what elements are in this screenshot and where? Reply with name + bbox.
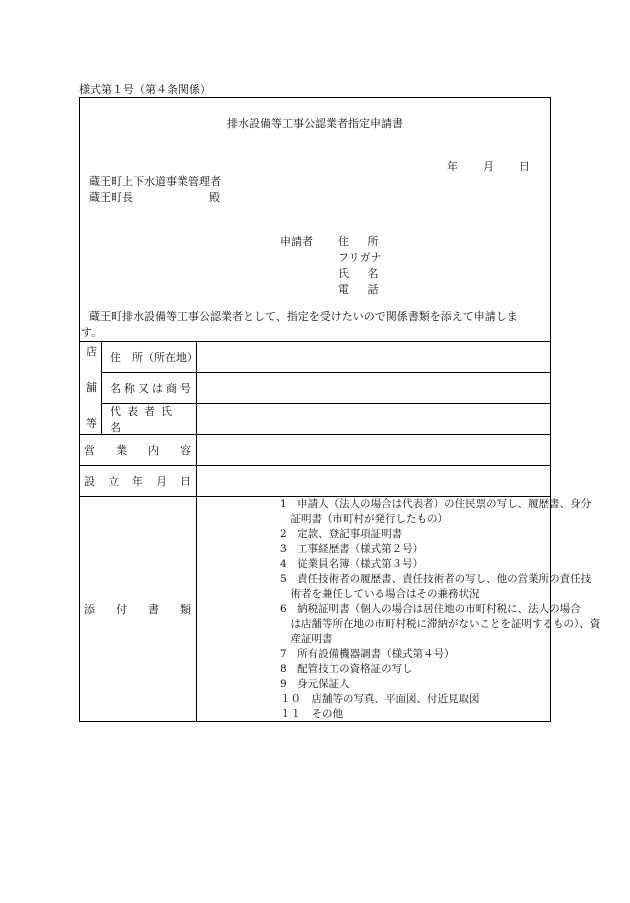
store-group-char-1: 店	[86, 345, 97, 358]
established-label	[84, 465, 191, 496]
applicant-name-char-2: 名	[367, 267, 379, 280]
attachment-item-5: 5 責任技術者の履歴書、責任技術者の写し、他の営業所の責任技	[280, 573, 592, 585]
attachment-item-6-cont-2: 産証明書	[280, 633, 333, 645]
statement-line-1: 蔵王町排水設備等工事公認業者として、指定を受けたいので関係書類を添えて申請しま	[89, 310, 518, 323]
applicant-phone-row	[338, 283, 391, 296]
attachments-label-char: 類	[180, 602, 191, 616]
attachments-label-char: 添	[84, 602, 95, 616]
store-name-label-text: 名称又は商号	[110, 381, 194, 395]
attachments-label	[84, 496, 191, 721]
applicant-name-row	[338, 267, 391, 280]
attachment-item-6: 6 納税証明書（個人の場合は居住地の市町村税に、法人の場合	[280, 603, 581, 615]
attachment-item-11: １１ その他	[280, 708, 343, 720]
honorific: 殿	[209, 191, 220, 204]
applicant-address-char-1: 住	[338, 235, 349, 248]
applicant-address-row	[338, 235, 391, 248]
representative-field[interactable]	[200, 403, 548, 434]
statement-line-2: す。	[81, 326, 103, 339]
store-name-field[interactable]	[200, 372, 548, 403]
attachment-item-6-cont-1: は店舗等所在地の市町村税に滞納がないことを証明するもの）、資	[280, 618, 601, 630]
applicant-phone-char-1: 電	[338, 283, 349, 296]
attachment-item-10: １０ 店舗等の写真、平面図、付近見取図	[280, 693, 480, 705]
store-address-field[interactable]	[200, 341, 548, 372]
applicant-name-char-1: 氏	[338, 267, 349, 280]
applicant-furigana-row	[338, 251, 393, 264]
attachment-item-2: 2 定款、登記事項証明書	[280, 528, 403, 540]
attachment-item-5-cont: 術者を兼任している場合はその兼務状況	[280, 588, 480, 600]
applicant-label: 申請者	[280, 235, 313, 248]
attachment-item-8: 8 配管技工の資格証の写し	[280, 663, 413, 675]
date-day-label: 日	[519, 160, 530, 173]
business-field[interactable]	[200, 434, 548, 465]
applicant-furigana-label: フリガナ	[338, 251, 382, 264]
label-column-divider	[196, 341, 197, 721]
established-label-char: 設	[84, 474, 95, 488]
date-year-label: 年	[447, 160, 458, 173]
representative-label-text: 代表者氏名	[110, 404, 178, 434]
store-name-label	[110, 372, 194, 403]
attachment-item-4: 4 従業員名簿（様式第３号）	[280, 558, 424, 570]
form-number-label: 様式第１号（第４条関係）	[79, 83, 211, 96]
application-form	[79, 97, 601, 722]
business-label-char: 内	[148, 443, 159, 457]
attachment-item-1-cont: 証明書（市町村が発行したもの）	[280, 513, 448, 525]
business-label-char: 営	[84, 443, 95, 457]
attachment-item-1: 1 申請人（法人の場合は代表者）の住民票の写し、履歴書、身分	[280, 498, 592, 510]
store-group-char-2: 舗	[86, 381, 97, 394]
store-address-label	[110, 341, 198, 372]
representative-label	[110, 403, 194, 434]
attachments-label-char: 書	[148, 602, 159, 616]
business-label	[84, 434, 191, 465]
form-title: 排水設備等工事公認業者指定申請書	[227, 117, 403, 130]
attachments-label-char: 付	[116, 602, 127, 616]
attachment-item-9: 9 身元保証人	[280, 678, 350, 690]
store-group-char-3: 等	[86, 417, 97, 430]
established-field[interactable]	[200, 465, 548, 496]
date-month-label: 月	[483, 160, 494, 173]
established-label-char: 年	[132, 474, 143, 488]
business-label-char: 業	[116, 443, 127, 457]
store-group-divider	[101, 341, 102, 434]
established-label-char: 日	[180, 474, 191, 488]
attachment-item-3: 3 工事経歴書（様式第２号）	[280, 543, 424, 555]
addressee-line-1: 蔵王町上下水道事業管理者	[89, 175, 221, 188]
established-label-char: 月	[156, 474, 167, 488]
applicant-address-char-2: 所	[367, 235, 379, 248]
store-address-label-text: 住 所（所在地）	[110, 350, 198, 364]
attachment-item-7: 7 所有設備機器調書（様式第４号）	[280, 648, 455, 660]
established-label-char: 立	[108, 474, 119, 488]
addressee-line-2: 蔵王町長	[89, 191, 133, 204]
business-label-char: 容	[180, 443, 191, 457]
applicant-phone-char-2: 話	[367, 283, 379, 296]
